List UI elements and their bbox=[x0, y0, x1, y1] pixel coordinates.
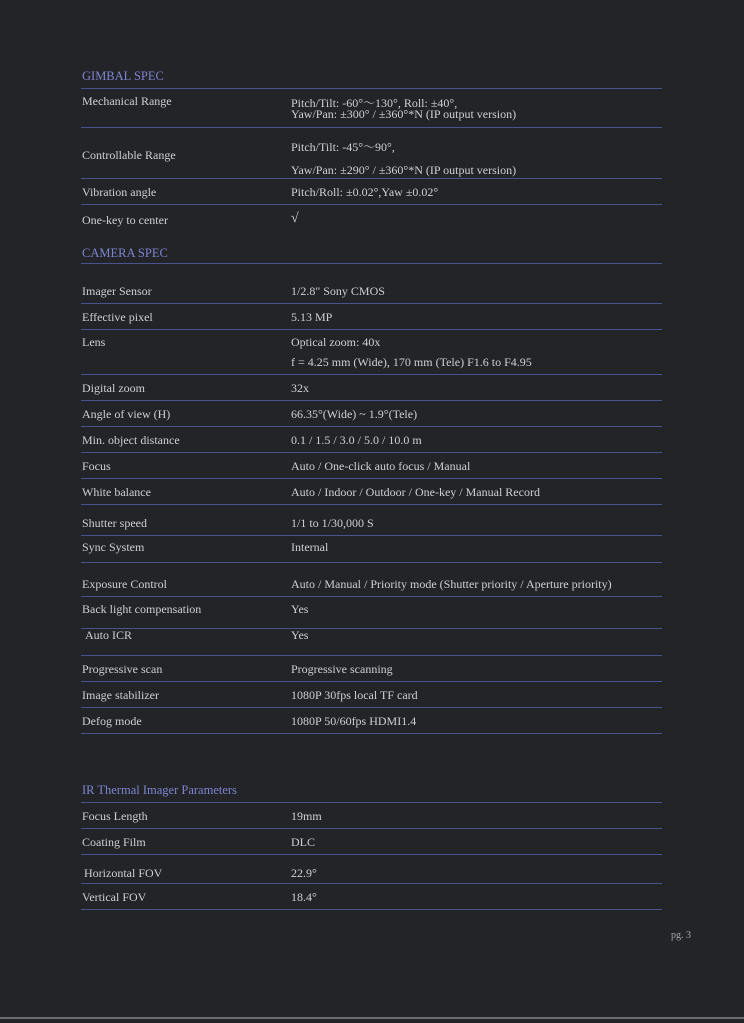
spec-label: Exposure Control bbox=[82, 577, 167, 591]
divider bbox=[81, 681, 662, 682]
divider bbox=[81, 452, 662, 453]
gimbal-section-title: GIMBAL SPEC bbox=[82, 69, 164, 83]
spec-value: Yes bbox=[291, 628, 309, 642]
spec-value: Yaw/Pan: ±290° / ±360°*N (IP output version) bbox=[291, 163, 517, 177]
spec-value: 1080P 50/60fps HDMI1.4 bbox=[291, 714, 417, 728]
spec-value: Auto / Manual / Priority mode (Shutter priority / Aperture priority) bbox=[291, 577, 612, 591]
spec-label: Image stabilizer bbox=[82, 688, 159, 702]
spec-value: Yaw/Pan: ±300° / ±360°*N (IP output version) bbox=[291, 107, 517, 121]
spec-value: 0.1 / 1.5 / 3.0 / 5.0 / 10.0 m bbox=[291, 433, 422, 447]
divider bbox=[81, 562, 662, 563]
spec-label: Effective pixel bbox=[82, 310, 153, 324]
page-edge-divider bbox=[0, 1017, 744, 1019]
spec-value: Internal bbox=[291, 540, 329, 554]
divider bbox=[81, 707, 662, 708]
spec-value: 1/2.8" Sony CMOS bbox=[291, 284, 385, 298]
spec-value: Progressive scanning bbox=[291, 662, 393, 676]
divider bbox=[81, 178, 662, 179]
page-number: pg. 3 bbox=[671, 930, 691, 941]
spec-label: Focus Length bbox=[82, 809, 148, 823]
divider bbox=[81, 883, 662, 884]
spec-value: 66.35°(Wide) ~ 1.9°(Tele) bbox=[291, 407, 418, 421]
spec-value: 1080P 30fps local TF card bbox=[291, 688, 418, 702]
spec-label: Min. object distance bbox=[82, 433, 180, 447]
divider bbox=[81, 628, 662, 629]
divider bbox=[81, 854, 662, 855]
spec-value: Pitch/Tilt: -45°～90°, bbox=[291, 140, 395, 154]
divider bbox=[81, 733, 662, 734]
check-mark: √ bbox=[291, 211, 299, 226]
divider bbox=[81, 596, 662, 597]
divider bbox=[81, 303, 662, 304]
spec-value: Auto / Indoor / Outdoor / One-key / Manual Record bbox=[291, 485, 540, 499]
divider bbox=[81, 400, 662, 401]
spec-label: Defog mode bbox=[82, 714, 142, 728]
spec-value: 1/1 to 1/30,000 S bbox=[291, 516, 374, 530]
spec-value: 18.4° bbox=[291, 890, 317, 904]
spec-label: Digital zoom bbox=[82, 381, 145, 395]
spec-value: DLC bbox=[291, 835, 315, 849]
spec-value: Optical zoom: 40x bbox=[291, 335, 381, 349]
divider bbox=[81, 329, 662, 330]
divider bbox=[81, 504, 662, 505]
divider bbox=[81, 204, 662, 205]
camera-section-title: CAMERA SPEC bbox=[82, 246, 168, 260]
spec-label: One-key to center bbox=[82, 213, 168, 227]
spec-label: Focus bbox=[82, 459, 111, 473]
divider bbox=[81, 426, 662, 427]
spec-label: Back light compensation bbox=[82, 602, 202, 616]
spec-label: Vibration angle bbox=[82, 185, 157, 199]
spec-value: 19mm bbox=[291, 809, 322, 823]
spec-label: Vertical FOV bbox=[82, 890, 147, 904]
spec-value: 32x bbox=[291, 381, 309, 395]
spec-label: Auto ICR bbox=[85, 628, 133, 642]
spec-label: Lens bbox=[82, 335, 106, 349]
spec-label: White balance bbox=[82, 485, 151, 499]
divider bbox=[81, 535, 662, 536]
spec-label: Horizontal FOV bbox=[84, 866, 163, 880]
spec-label: Angle of view (H) bbox=[82, 407, 171, 421]
spec-label: Imager Sensor bbox=[82, 284, 152, 298]
spec-value: f = 4.25 mm (Wide), 170 mm (Tele) F1.6 to F4.95 bbox=[291, 355, 532, 369]
spec-label: Sync System bbox=[82, 540, 145, 554]
spec-label: Progressive scan bbox=[82, 662, 163, 676]
spec-value: Pitch/Roll: ±0.02°,Yaw ±0.02° bbox=[291, 185, 439, 199]
spec-value: Yes bbox=[291, 602, 309, 616]
spec-label: Controllable Range bbox=[82, 148, 176, 162]
divider bbox=[81, 655, 662, 656]
spec-label: Mechanical Range bbox=[82, 94, 172, 108]
divider bbox=[81, 374, 662, 375]
spec-value: Pitch/Tilt: -60°～130°, Roll: ±40°, bbox=[291, 96, 458, 110]
spec-value: 5.13 MP bbox=[291, 310, 333, 324]
spec-value: 22.9° bbox=[291, 866, 317, 880]
divider bbox=[81, 802, 662, 803]
divider bbox=[81, 909, 662, 910]
spec-label: Shutter speed bbox=[82, 516, 147, 530]
divider bbox=[81, 263, 662, 264]
spec-label: Coating Film bbox=[82, 835, 146, 849]
divider bbox=[81, 127, 662, 128]
divider bbox=[81, 88, 662, 89]
spec-value: Auto / One-click auto focus / Manual bbox=[291, 459, 471, 473]
divider bbox=[81, 478, 662, 479]
thermal-section-title: IR Thermal Imager Parameters bbox=[82, 783, 237, 797]
divider bbox=[81, 828, 662, 829]
